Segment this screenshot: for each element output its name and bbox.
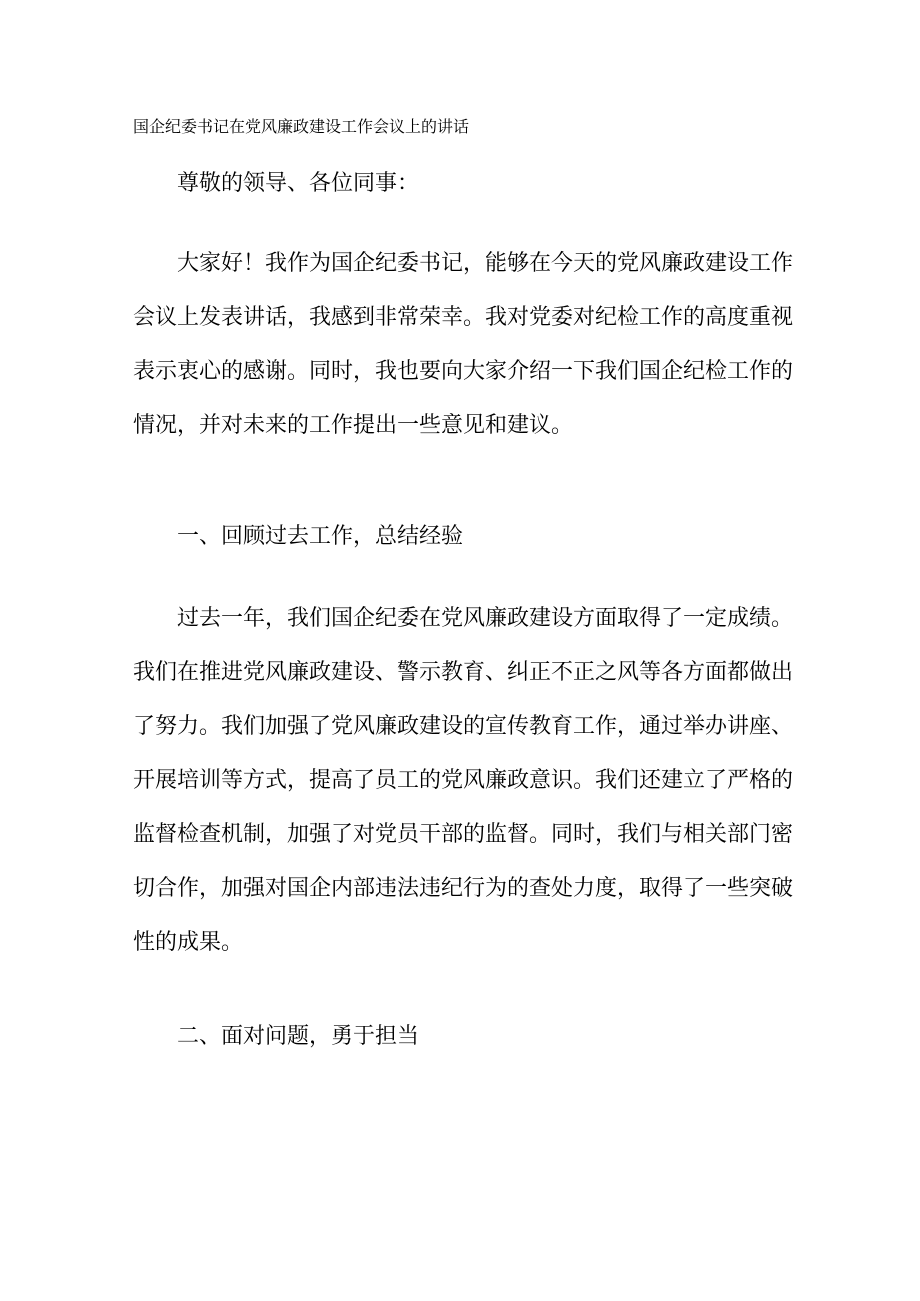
paragraph-intro: 大家好！我作为国企纪委书记，能够在今天的党风廉政建设工作会议上发表讲话，我感到非常荣幸。我对党委对纪检工作的高度重视表示衷心的感谢。同时，我也要向大家介绍一下我们国企纪检工作的情况，并对未来的工作提出一些意见和建议。: [133, 251, 794, 438]
document-title: 国企纪委书记在党风廉政建设工作会议上的讲话: [133, 117, 470, 136]
section-heading-1: 一、回顾过去工作，总结经验: [177, 524, 464, 549]
paragraph-review: 过去一年，我们国企纪委在党风廉政建设方面取得了一定成绩。我们在推进党风廉政建设、警示教育、纠正不正之风等各方面都做出了努力。我们加强了党风廉政建设的宣传教育工作，通过举办讲座、开展培训等方式，提高了员工的党风廉政意识。我们还建立了严格的监督检查机制，加强了对党员干部的监督。同时，我们与相关部门密切合作，加强对国企内部违法违纪行为的查处力度，取得了一些突破性的成果。: [133, 606, 794, 955]
section-heading-2: 二、面对问题，勇于担当: [177, 1024, 420, 1049]
salutation: 尊敬的领导、各位同事：: [177, 171, 420, 196]
